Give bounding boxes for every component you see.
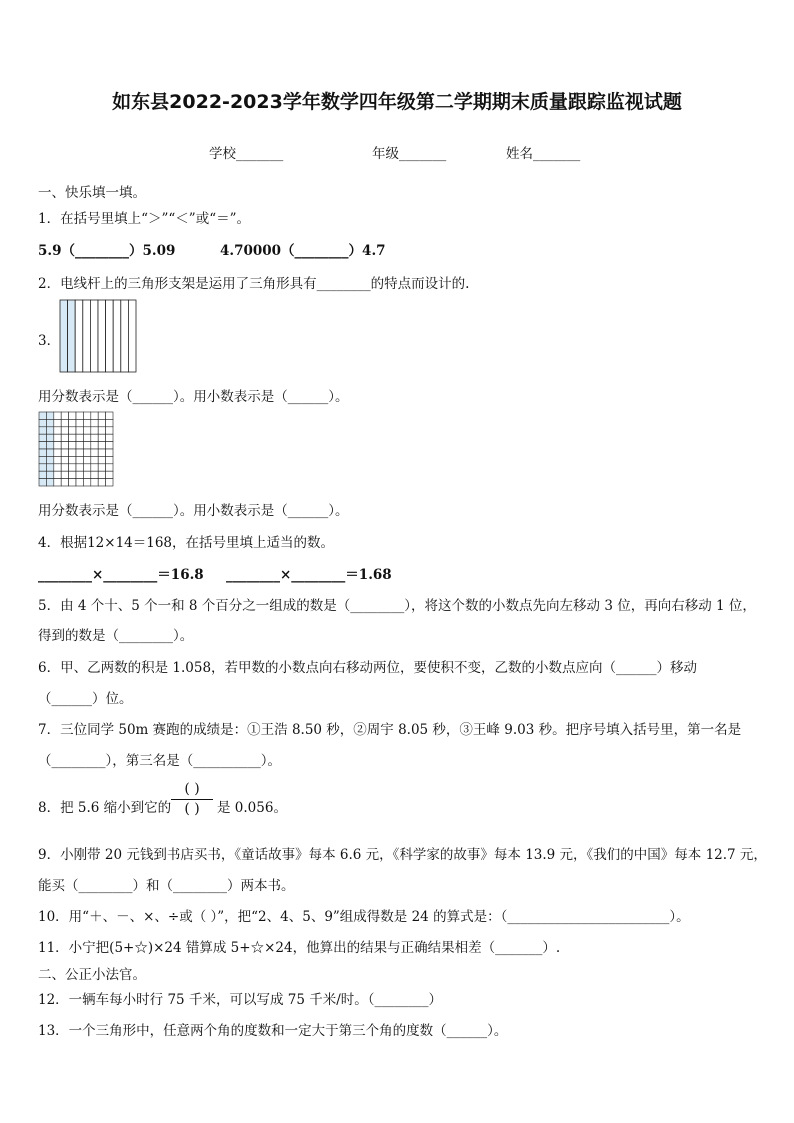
grid-cell <box>54 449 61 456</box>
grid-cell <box>91 479 98 486</box>
strip <box>75 300 83 372</box>
grid-cell <box>69 442 76 449</box>
grid-cell <box>69 427 76 434</box>
grid-cell <box>69 456 76 463</box>
grid-cell <box>76 456 83 463</box>
grid-cell <box>91 419 98 426</box>
strip <box>121 300 129 372</box>
grid-cell <box>61 434 68 441</box>
grid-cell <box>83 464 90 471</box>
question-6-line-2: （______）位。 <box>38 691 133 707</box>
strip <box>90 300 98 372</box>
tenths-figure <box>58 298 138 374</box>
grid-cell <box>54 442 61 449</box>
grid-cell <box>76 471 83 478</box>
grid-cell <box>91 442 98 449</box>
shaded-cell <box>46 471 53 478</box>
grid-cell <box>76 442 83 449</box>
grid-cell <box>61 412 68 419</box>
question-8-fraction <box>171 781 213 818</box>
grid-cell <box>106 456 113 463</box>
shaded-cell <box>39 471 46 478</box>
grid-cell <box>98 442 105 449</box>
grid-cell <box>106 412 113 419</box>
shaded-cell <box>39 456 46 463</box>
question-4-part-a: ________×________＝16.8 <box>38 567 204 583</box>
question-4-part-b: ________×________＝1.68 <box>226 567 392 583</box>
shaded-strip <box>60 300 68 372</box>
name-field: 姓名_______ <box>506 146 581 162</box>
grid-cell <box>91 464 98 471</box>
grid-cell <box>76 419 83 426</box>
section-2-heading: 二、公正小法官。 <box>38 967 146 983</box>
question-12: 12．一辆车每小时行 75 千米，可以写成 75 千米/时。（________） <box>38 992 442 1008</box>
shaded-cell <box>39 442 46 449</box>
section-1-heading: 一、快乐填一填。 <box>38 185 146 201</box>
grid-cell <box>54 434 61 441</box>
grid-cell <box>83 427 90 434</box>
grid-cell <box>98 434 105 441</box>
grid-cell <box>106 442 113 449</box>
grid-cell <box>54 471 61 478</box>
grid-cell <box>106 419 113 426</box>
question-3-part-b: 用分数表示是（______）。用小数表示是（______）。 <box>38 503 349 519</box>
grid-cell <box>98 464 105 471</box>
question-1: 1．在括号里填上“＞”“＜”或“＝”。 <box>38 211 250 227</box>
question-5-line-1: 5．由 4 个十、5 个一和 8 个百分之一组成的数是（________），将这个数的小数点先向左移动 3 位，再向右移动 1 位， <box>38 598 756 614</box>
fraction-numerator: ( ) <box>184 781 200 797</box>
question-4: 4．根据12×14＝168，在括号里填上适当的数。 <box>38 535 335 551</box>
question-8-prefix: 8．把 5.6 缩小到它的 <box>38 800 172 816</box>
grid-cell <box>69 449 76 456</box>
grid-cell <box>98 449 105 456</box>
question-6-line-1: 6．甲、乙两数的积是 1.058，若甲数的小数点向右移动两位，要使积不变，乙数的小数点应向（______）移动 <box>38 660 698 676</box>
grid-cell <box>61 471 68 478</box>
shaded-cell <box>46 442 53 449</box>
grid-cell <box>91 456 98 463</box>
strip <box>83 300 91 372</box>
hundredths-grid-figure <box>38 411 116 489</box>
question-9-line-2: 能买（________）和（________）两本书。 <box>38 878 295 894</box>
question-13: 13．一个三角形中，任意两个角的度数和一定大于第三个角的度数（______）。 <box>38 1023 508 1039</box>
shaded-cell <box>39 427 46 434</box>
question-5-line-2: 得到的数是（________）。 <box>38 628 194 644</box>
fraction-denominator: ( ) <box>184 801 200 817</box>
shaded-strip <box>68 300 76 372</box>
shaded-cell <box>39 434 46 441</box>
grid-cell <box>76 449 83 456</box>
grid-cell <box>61 449 68 456</box>
grid-cell <box>83 434 90 441</box>
question-7-line-2: （________），第三名是（__________）。 <box>38 753 281 769</box>
grid-cell <box>91 412 98 419</box>
grid-cell <box>98 419 105 426</box>
grid-cell <box>98 456 105 463</box>
grid-cell <box>69 434 76 441</box>
grid-cell <box>61 479 68 486</box>
grid-cell <box>69 471 76 478</box>
question-8-suffix: 是 0.056。 <box>217 800 287 816</box>
question-2: 2．电线杆上的三角形支架是运用了三角形具有________的特点而设计的. <box>38 276 470 292</box>
shaded-cell <box>39 412 46 419</box>
grid-cell <box>69 419 76 426</box>
grid-cell <box>83 412 90 419</box>
grid-cell <box>83 479 90 486</box>
grid-cell <box>98 412 105 419</box>
question-3-part-a: 用分数表示是（______）。用小数表示是（______）。 <box>38 389 349 405</box>
shaded-cell <box>46 464 53 471</box>
grid-cell <box>98 427 105 434</box>
grid-cell <box>83 449 90 456</box>
grid-cell <box>61 427 68 434</box>
grid-cell <box>61 419 68 426</box>
grid-cell <box>76 479 83 486</box>
grid-cell <box>61 456 68 463</box>
shaded-cell <box>46 456 53 463</box>
shaded-cell <box>39 419 46 426</box>
grid-cell <box>106 464 113 471</box>
grid-cell <box>91 471 98 478</box>
shaded-cell <box>46 434 53 441</box>
school-field: 学校_______ <box>209 146 284 162</box>
grid-cell <box>54 419 61 426</box>
grid-cell <box>106 479 113 486</box>
shaded-cell <box>39 464 46 471</box>
grid-cell <box>69 479 76 486</box>
grid-cell <box>76 464 83 471</box>
shaded-cell <box>46 427 53 434</box>
shaded-cell <box>39 479 46 486</box>
grid-cell <box>83 442 90 449</box>
shaded-cell <box>46 419 53 426</box>
strip <box>128 300 136 372</box>
question-1-part-a: 5.9（________）5.09 <box>38 243 176 259</box>
grid-cell <box>54 427 61 434</box>
grid-cell <box>91 434 98 441</box>
question-3-number: 3． <box>38 333 61 349</box>
grid-cell <box>76 427 83 434</box>
grid-cell <box>98 471 105 478</box>
grade-field: 年级_______ <box>372 146 447 162</box>
grid-cell <box>98 479 105 486</box>
grid-cell <box>83 471 90 478</box>
grid-cell <box>69 412 76 419</box>
grid-cell <box>54 479 61 486</box>
shaded-cell <box>46 479 53 486</box>
grid-cell <box>54 464 61 471</box>
strip <box>98 300 106 372</box>
question-1-part-b: 4.70000（________）4.7 <box>220 243 386 259</box>
strip <box>113 300 121 372</box>
page-title: 如东县2022-2023学年数学四年级第二学期期末质量跟踪监视试题 <box>112 91 682 113</box>
question-7-line-1: 7．三位同学 50m 赛跑的成绩是：①王浩 8.50 秒，②周宇 8.05 秒，③王峰 9.03 秒。把序号填入括号里，第一名是 <box>38 722 742 738</box>
strip <box>106 300 114 372</box>
question-10: 10．用“＋、－、×、÷或（ ）”，把“2、4、5、9”组成得数是 24 的算式是：（________________________）。 <box>38 909 690 925</box>
grid-cell <box>76 434 83 441</box>
question-11: 11．小宁把(5+☆)×24 错算成 5+☆×24，他算出的结果与正确结果相差（_______）. <box>38 940 561 956</box>
grid-cell <box>61 464 68 471</box>
grid-cell <box>61 442 68 449</box>
shaded-cell <box>39 449 46 456</box>
grid-cell <box>76 412 83 419</box>
grid-cell <box>106 434 113 441</box>
grid-cell <box>106 471 113 478</box>
grid-cell <box>106 427 113 434</box>
grid-cell <box>54 456 61 463</box>
shaded-cell <box>46 412 53 419</box>
grid-cell <box>106 449 113 456</box>
shaded-cell <box>46 449 53 456</box>
grid-cell <box>91 449 98 456</box>
fraction-bar <box>171 799 213 800</box>
question-9-line-1: 9．小刚带 20 元钱到书店买书，《童话故事》每本 6.6 元，《科学家的故事》每本 13.9 元，《我们的中国》每本 12.7 元， <box>38 847 767 863</box>
grid-cell <box>91 427 98 434</box>
grid-cell <box>69 464 76 471</box>
grid-cell <box>83 419 90 426</box>
grid-cell <box>83 456 90 463</box>
grid-cell <box>54 412 61 419</box>
